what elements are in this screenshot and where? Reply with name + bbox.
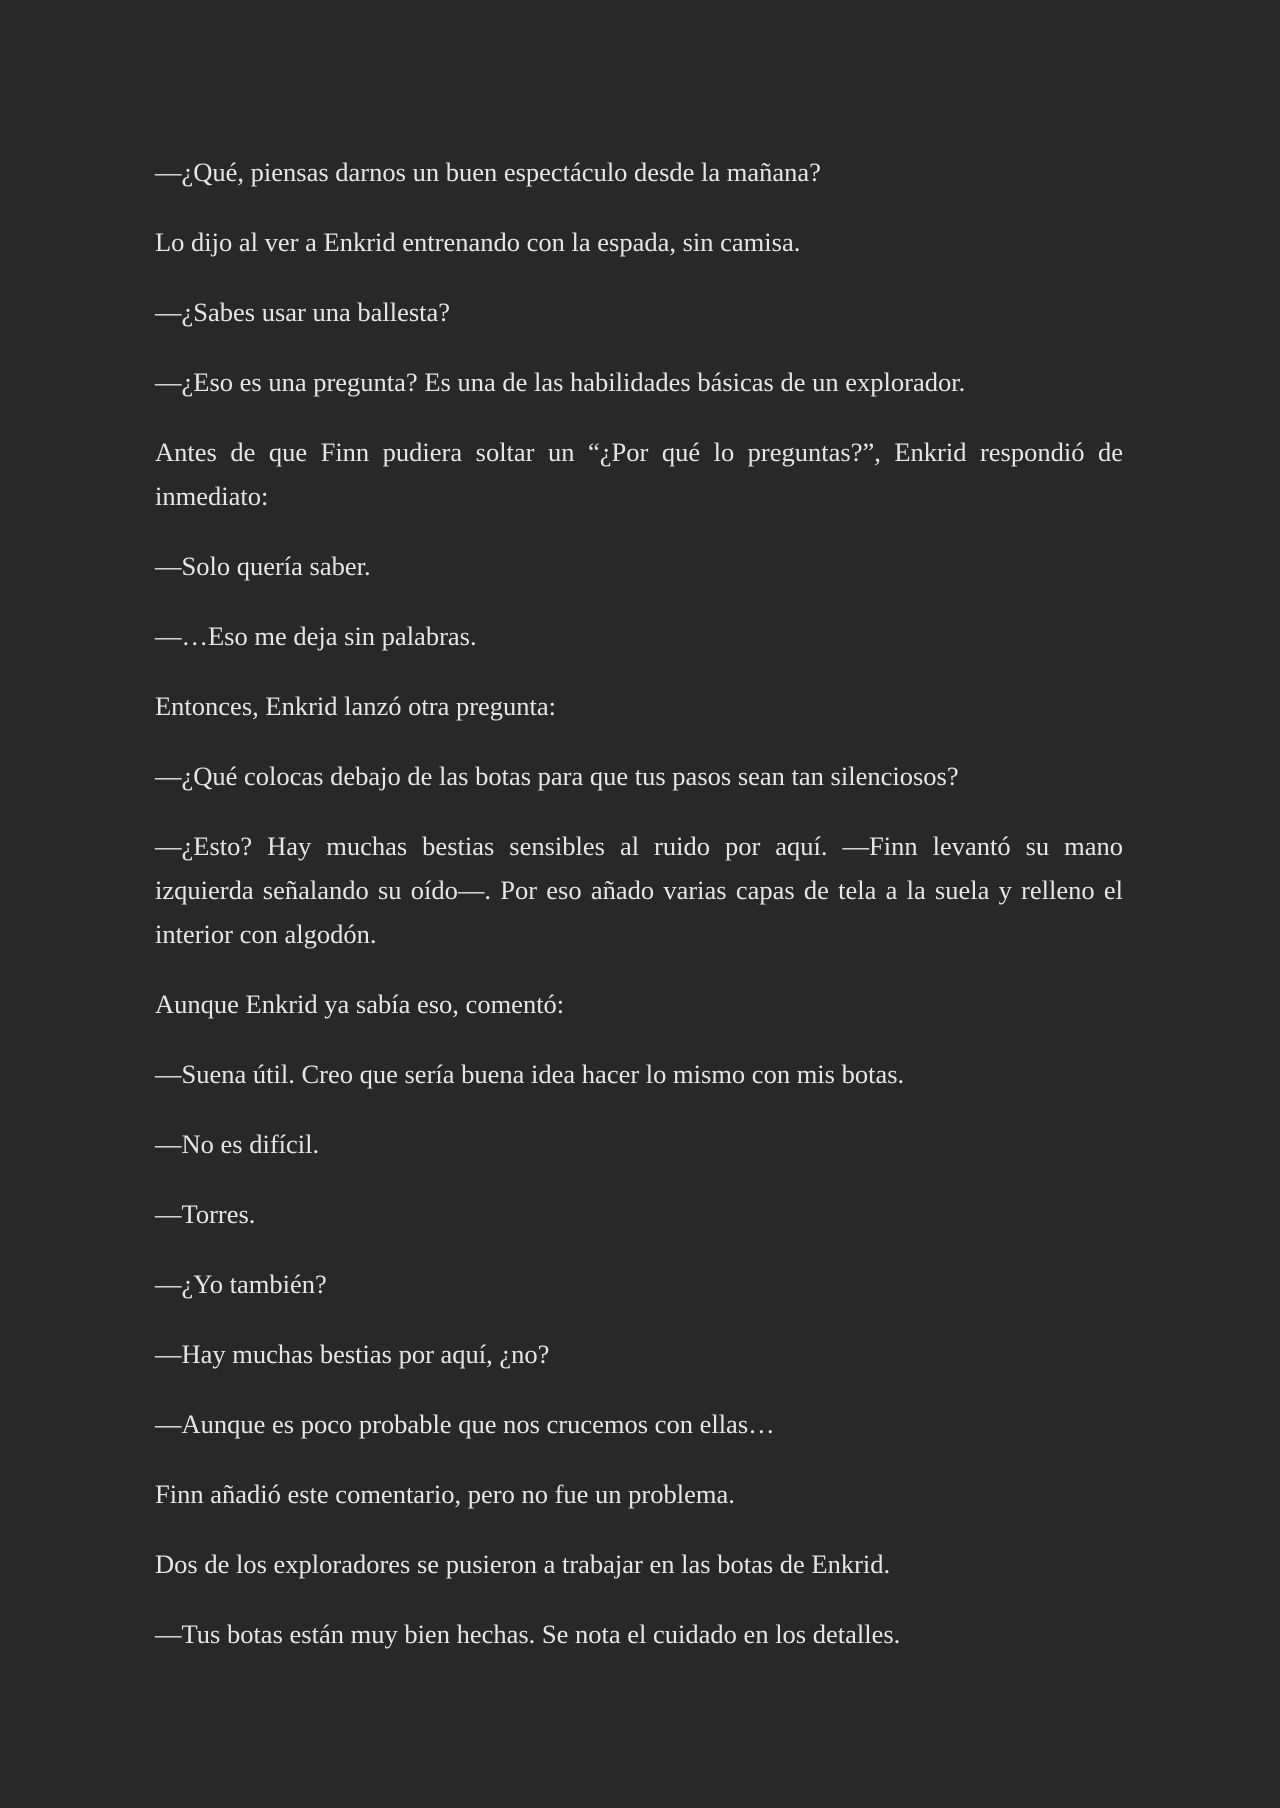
reading-page	[155, 150, 1123, 1682]
paragraph: —Solo quería saber.	[155, 551, 371, 581]
paragraph: Aunque Enkrid ya sabía eso, comentó:	[155, 989, 565, 1019]
paragraph: —…Eso me deja sin palabras.	[155, 621, 477, 651]
paragraph: —¿Qué colocas debajo de las botas para que tus pasos sean tan silenciosos?	[155, 761, 959, 791]
paragraph: —¿Esto? Hay muchas bestias sensibles al ruido por aquí. —Finn levantó su mano izquierda señalando su oído—. Por eso añado varias capas de tela a la suela y relleno el interior con algodón.	[155, 831, 1123, 949]
paragraph: Lo dijo al ver a Enkrid entrenando con la espada, sin camisa.	[155, 227, 801, 257]
paragraph: —Hay muchas bestias por aquí, ¿no?	[155, 1339, 550, 1369]
paragraph: —¿Yo también?	[155, 1269, 327, 1299]
paragraph: —No es difícil.	[155, 1129, 320, 1159]
paragraph: —¿Sabes usar una ballesta?	[155, 297, 451, 327]
paragraph: —Tus botas están muy bien hechas. Se nota el cuidado en los detalles.	[155, 1619, 901, 1649]
paragraph: —Suena útil. Creo que sería buena idea hacer lo mismo con mis botas.	[155, 1059, 905, 1089]
paragraph: Antes de que Finn pudiera soltar un “¿Por qué lo preguntas?”, Enkrid respondió de inmediato:	[155, 437, 1123, 511]
paragraph: Dos de los exploradores se pusieron a trabajar en las botas de Enkrid.	[155, 1549, 891, 1579]
paragraph: —¿Eso es una pregunta? Es una de las habilidades básicas de un explorador.	[155, 367, 966, 397]
paragraph: —Aunque es poco probable que nos crucemos con ellas…	[155, 1409, 775, 1439]
paragraph: Finn añadió este comentario, pero no fue un problema.	[155, 1479, 735, 1509]
paragraph: Entonces, Enkrid lanzó otra pregunta:	[155, 691, 557, 721]
paragraph: —Torres.	[155, 1199, 256, 1229]
paragraph: —¿Qué, piensas darnos un buen espectáculo desde la mañana?	[155, 157, 821, 187]
